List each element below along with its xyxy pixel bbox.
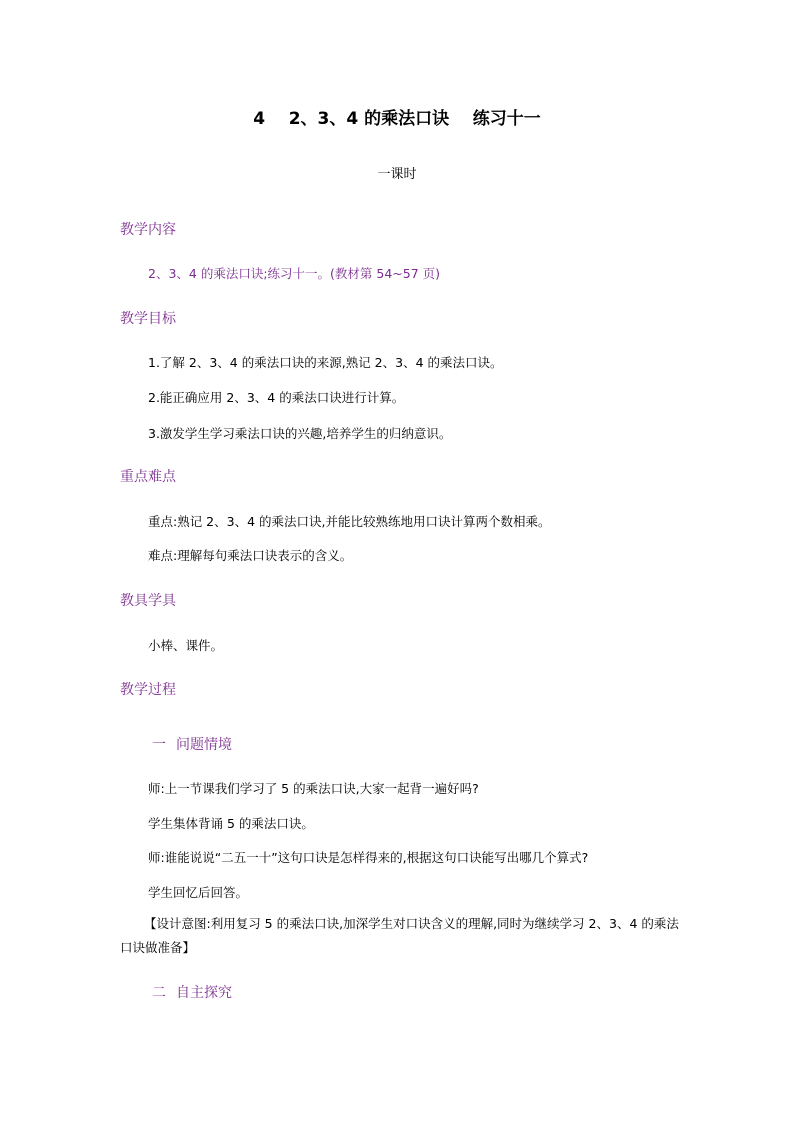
process-line-2: 学生集体背诵 5 的乘法口诀。: [148, 816, 314, 831]
process-line-1: 师:上一节课我们学习了 5 的乘法口诀,大家一起背一遍好吗?: [148, 781, 479, 796]
section-number: 二: [152, 985, 166, 1001]
heading-teaching-goals: 教学目标: [120, 311, 176, 327]
section-problem-situation: [152, 734, 232, 754]
heading-key-points: 重点难点: [120, 469, 176, 485]
goal-item-3: 3.激发学生学习乘法口诀的兴趣,培养学生的归纳意识。: [148, 426, 452, 441]
key-point-item-2: 难点:理解每句乘法口诀表示的含义。: [148, 548, 353, 563]
design-intent-note: 【设计意图:利用复习 5 的乘法口诀,加深学生对口诀含义的理解,同时为继续学习 2、3、4 的乘法口诀做准备】: [120, 916, 679, 955]
section-number: 一: [152, 737, 166, 753]
section-title: 问题情境: [176, 737, 232, 753]
teaching-content-text: 2、3、4 的乘法口诀;练习十一。(教材第 54~57 页): [148, 266, 441, 281]
section-self-exploration: [152, 982, 232, 1002]
document-subtitle: 一课时: [377, 167, 417, 182]
heading-tools: 教具学具: [120, 593, 176, 609]
document-title: 4 2、3、4 的乘法口诀 练习十一: [253, 109, 541, 129]
tools-text: 小棒、课件。: [148, 638, 224, 653]
process-line-3: 师:谁能说说“二五一十”这句口诀是怎样得来的,根据这句口诀能写出哪几个算式?: [148, 850, 589, 865]
heading-teaching-content: 教学内容: [120, 222, 176, 238]
process-line-4: 学生回忆后回答。: [148, 885, 249, 900]
key-point-item-1: 重点:熟记 2、3、4 的乘法口诀,并能比较熟练地用口诀计算两个数相乘。: [148, 514, 551, 529]
goal-item-1: 1.了解 2、3、4 的乘法口诀的来源,熟记 2、3、4 的乘法口诀。: [148, 355, 503, 370]
heading-teaching-process: 教学过程: [120, 682, 176, 698]
section-title: 自主探究: [176, 985, 232, 1001]
goal-item-2: 2.能正确应用 2、3、4 的乘法口诀进行计算。: [148, 390, 405, 405]
